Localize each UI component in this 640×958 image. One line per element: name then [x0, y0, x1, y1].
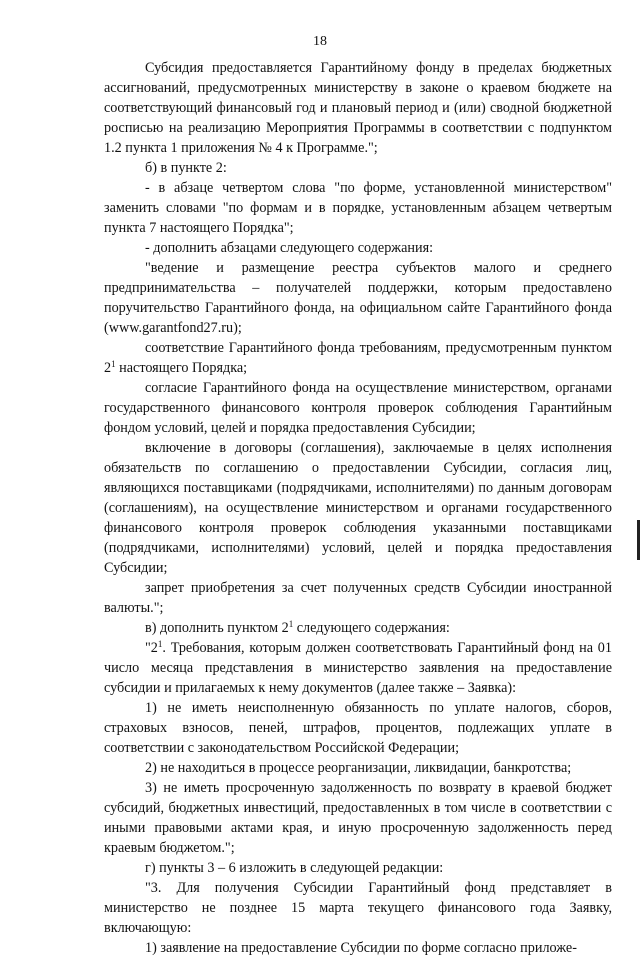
paragraph-text: "2 — [145, 640, 158, 656]
superscript: 1 — [288, 619, 294, 629]
paragraph-item-g: г) пункты 3 – 6 изложить в следующей редакции: — [145, 860, 444, 876]
paragraph-text: следующего содержания: — [293, 620, 450, 636]
page-number: 18 — [313, 34, 327, 49]
paragraph-requirement-1: 1) не иметь неисполненную обязанность по уплате налогов, сборов, страховых взносов, пеней, штрафов, процентов, подлежащих уплате в соответствии с законодательством Российской Федерации; — [104, 700, 612, 756]
paragraph-requirement-3: 3) не иметь просроченную задолженность по возврату в краевой бюджет субсидий, бюджетных инвестиций, предоставленных в том числе в соответствии с иными правовыми актами края, и иную просроченную задолженность перед краевым бюджетом."; — [104, 780, 612, 856]
paragraph-clause-3: "3. Для получения Субсидии Гарантийный фонд представляет в министерство не позднее 15 марта текущего финансового года Заявку, включающую: — [104, 880, 612, 936]
paragraph-subsidy-provision: Субсидия предоставляется Гарантийному фонду в пределах бюджетных ассигнований, предусмотренных министерству в законе о краевом бюджете на соответствующий финансовый год и плановый период и (или) сводной бюджетной росписью на реализацию Мероприятия Программы в соответствии с подпунктом 1.2 пункта 1 приложения № 4 к Программе."; — [104, 60, 612, 156]
paragraph-requirement-2: 2) не находиться в процессе реорганизации, ликвидации, банкротства; — [145, 760, 572, 776]
paragraph-add-clauses: - дополнить абзацами следующего содержания: — [145, 240, 434, 256]
paragraph-text: . Требования, которым должен соответствовать Гарантийный фонд на 01 число месяца представления в министерство заявления на предоставление субсидии и прилагаемых к нему документов (далее также – Заявка): — [104, 640, 612, 696]
paragraph-item-b: б) в пункте 2: — [145, 160, 227, 176]
paragraph-application-item-1: 1) заявление на предоставление Субсидии по форме согласно приложе- — [145, 940, 577, 956]
paragraph-clause-2-1 — [104, 638, 612, 698]
paragraph-item-v — [104, 618, 612, 638]
paragraph-replace-words: - в абзаце четвертом слова "по форме, установленной министерством" заменить словами "по формам и в порядке, установленным абзацем четвертым пункта 7 настоящего Порядка"; — [104, 180, 612, 236]
paragraph-requirements-compliance — [104, 338, 612, 378]
paragraph-contracts-inclusion: включение в договоры (соглашения), заключаемые в целях исполнения обязательств по соглашению о предоставлении Субсидии, согласия лиц, являющихся поставщиками (подрядчиками, исполнителями) по данным договорам (соглашениям), на осуществление министерством и органами государственного финансового контроля проверок соблюдения указанными поставщиками (подрядчиками, исполнителями) условий, целей и порядка предоставления Субсидии; — [104, 440, 612, 576]
paragraph-currency-ban: запрет приобретения за счет полученных средств Субсидии иностранной валюты."; — [104, 580, 612, 616]
paragraph-text: соответствие Гарантийного фонда требованиям, предусмотренным пунктом 2 — [104, 340, 612, 376]
superscript: 1 — [157, 639, 163, 649]
paragraph-registry: "ведение и размещение реестра субъектов малого и среднего предпринимательства – получателей поддержки, которым предоставлено поручительство Гарантийного фонда, на официальном сайте Гарантийного фонда (www.garantfond27.ru); — [104, 260, 612, 336]
paragraph-consent-checks: согласие Гарантийного фонда на осуществление министерством, органами государственного финансового контроля проверок соблюдения Гарантийным фондом условий, целей и порядка предоставления Субсидии; — [104, 380, 612, 436]
document-body — [104, 58, 612, 958]
paragraph-text: настоящего Порядка; — [115, 360, 248, 376]
paragraph-text: в) дополнить пунктом 2 — [145, 620, 289, 636]
superscript: 1 — [111, 359, 116, 369]
